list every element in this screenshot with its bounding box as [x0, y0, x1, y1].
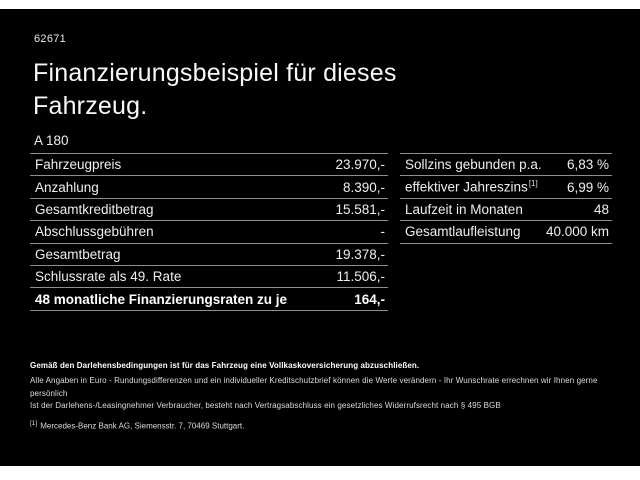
page-title-line1: Finanzierungsbeispiel für dieses	[33, 59, 397, 87]
table-row	[400, 176, 612, 198]
row-value: 19.378,-	[335, 246, 385, 262]
table-row-monthly-rate	[30, 288, 388, 310]
table-row	[30, 221, 388, 243]
row-label	[405, 179, 538, 195]
row-value: 23.970,-	[335, 157, 385, 173]
footnote-reference-mark: [1]	[528, 179, 538, 189]
row-label: Laufzeit in Monaten	[405, 201, 523, 217]
row-label: 48 monatliche Finanzierungsraten zu je	[35, 291, 288, 307]
page-title-line2: Fahrzeug.	[33, 92, 148, 120]
row-value: 48	[593, 201, 609, 217]
offer-reference-number: 62671	[34, 33, 67, 45]
row-value: 8.390,-	[342, 179, 385, 195]
row-value: 40.000 km	[545, 224, 609, 240]
footnote-marker: [1]	[30, 419, 38, 427]
row-label: Anzahlung	[35, 179, 99, 195]
row-value: 6,99 %	[566, 179, 609, 195]
table-row	[400, 154, 612, 176]
row-label: Schlussrate als 49. Rate	[35, 269, 182, 285]
row-value: 164,-	[354, 291, 385, 307]
row-label: Gesamtbetrag	[35, 246, 121, 262]
table-row	[400, 199, 612, 221]
row-label: Gesamtkreditbetrag	[35, 201, 154, 217]
financing-example-panel	[0, 9, 640, 466]
row-value: -	[380, 224, 385, 240]
row-label: Fahrzeugpreis	[35, 157, 122, 173]
insurance-requirement-note: Gemäß den Darlehensbedingungen ist für das Fahrzeug eine Vollkaskoversicherung abzuschließen.	[30, 361, 420, 370]
row-label: Gesamtlaufleistung	[405, 224, 521, 240]
table-row	[30, 266, 388, 288]
table-row	[30, 199, 388, 221]
table-row	[400, 221, 612, 243]
page-title	[33, 57, 397, 123]
bank-footnote	[30, 420, 615, 431]
row-label: Abschlussgebühren	[35, 224, 154, 240]
row-label: Sollzins gebunden p.a.	[405, 157, 542, 173]
disclaimer-line: Ist der Darlehens-/Leasingnehmer Verbraucher, besteht nach Vertragsabschluss ein gesetzliches Widerrufsrecht nach § 495 BGB	[30, 401, 501, 410]
finance-amounts-table	[30, 153, 388, 311]
table-row	[30, 154, 388, 176]
row-label-text: effektiver Jahreszins	[405, 179, 528, 195]
table-row	[30, 176, 388, 198]
legal-footer	[30, 361, 615, 430]
row-value: 15.581,-	[335, 201, 385, 217]
finance-conditions-table	[400, 153, 612, 244]
footnote-text: Mercedes-Benz Bank AG, Siemensstr. 7, 70469 Stuttgart.	[40, 421, 245, 431]
row-value: 11.506,-	[336, 269, 385, 285]
disclaimer-line: Alle Angaben in Euro - Rundungsdifferenzen und ein individueller Kreditschutzbrief können die Werte verändern - Ihr Wunschrate errechnen wir Ihnen gerne persönlich	[30, 376, 598, 398]
row-value: 6,83 %	[566, 157, 609, 173]
table-row	[30, 244, 388, 266]
vehicle-model-label: A 180	[34, 133, 69, 148]
